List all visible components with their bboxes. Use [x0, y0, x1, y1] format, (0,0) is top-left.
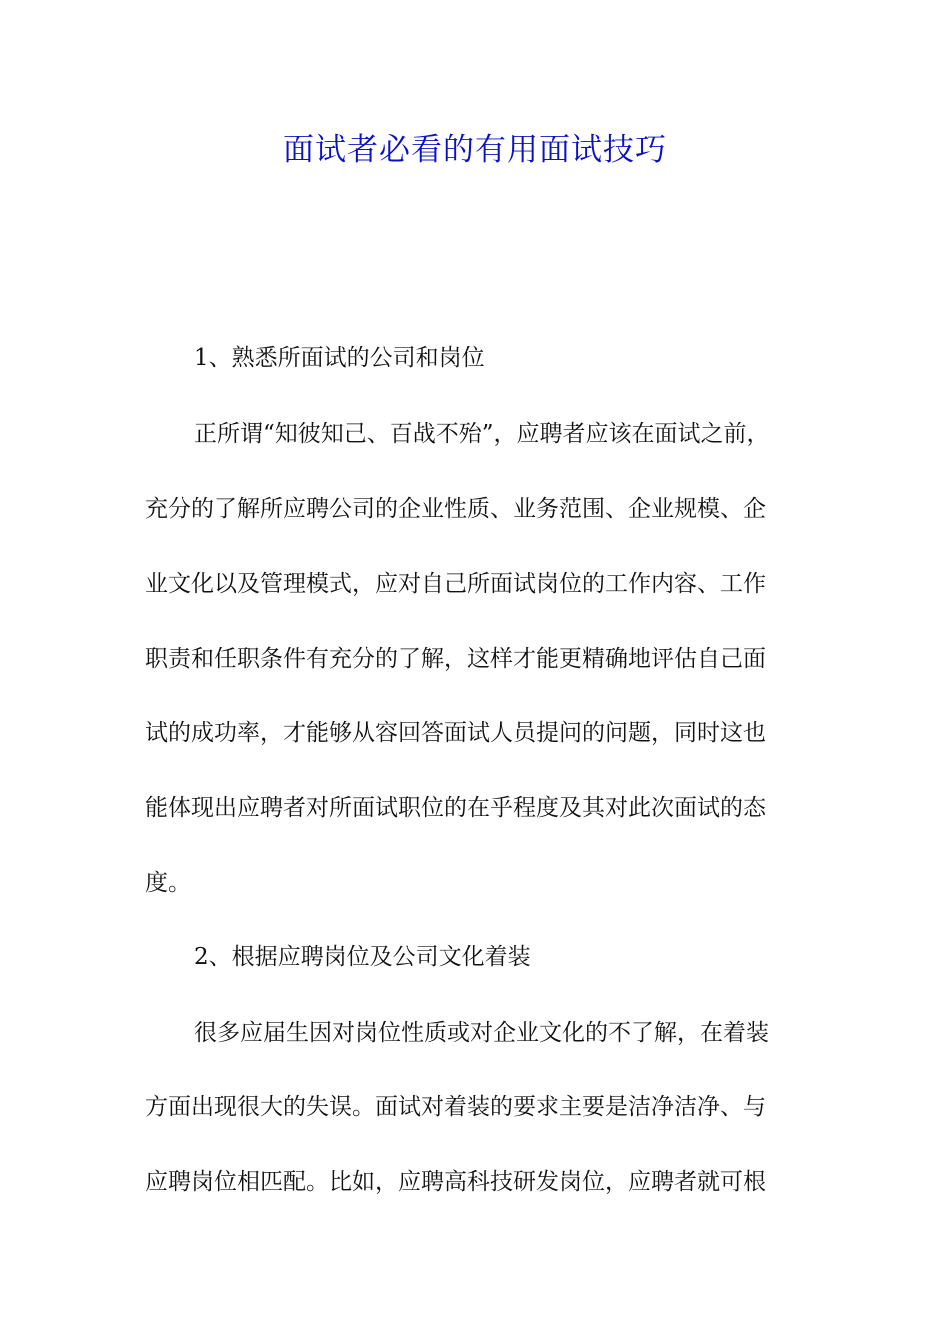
paragraph-line: 业文化以及管理模式，应对自己所面试岗位的工作内容、工作: [145, 571, 766, 597]
section-heading-2: 2、根据应聘岗位及公司文化着装: [194, 944, 531, 970]
paragraph-line: 充分的了解所应聘公司的企业性质、业务范围、企业规模、企: [145, 496, 766, 522]
paragraph-line: 应聘岗位相匹配。比如，应聘高科技研发岗位，应聘者就可根: [145, 1169, 766, 1195]
paragraph-line: 能体现出应聘者对所面试职位的在乎程度及其对此次面试的态: [145, 795, 766, 821]
paragraph-line: 正所谓“知彼知己、百战不殆”，应聘者应该在面试之前，: [194, 421, 770, 447]
paragraph-line: 度。: [145, 870, 191, 896]
paragraph-line: 很多应届生因对岗位性质或对企业文化的不了解，在着装: [194, 1020, 769, 1046]
paragraph-line: 职责和任职条件有充分的了解，这样才能更精确地评估自己面: [145, 646, 766, 672]
section-heading-1: 1、熟悉所面试的公司和岗位: [194, 345, 485, 371]
document-title: 面试者必看的有用面试技巧: [283, 132, 667, 168]
paragraph-line: 试的成功率，才能够从容回答面试人员提问的问题，同时这也: [145, 720, 766, 746]
paragraph-line: 方面出现很大的失误。面试对着装的要求主要是洁净洁净、与: [145, 1094, 766, 1120]
